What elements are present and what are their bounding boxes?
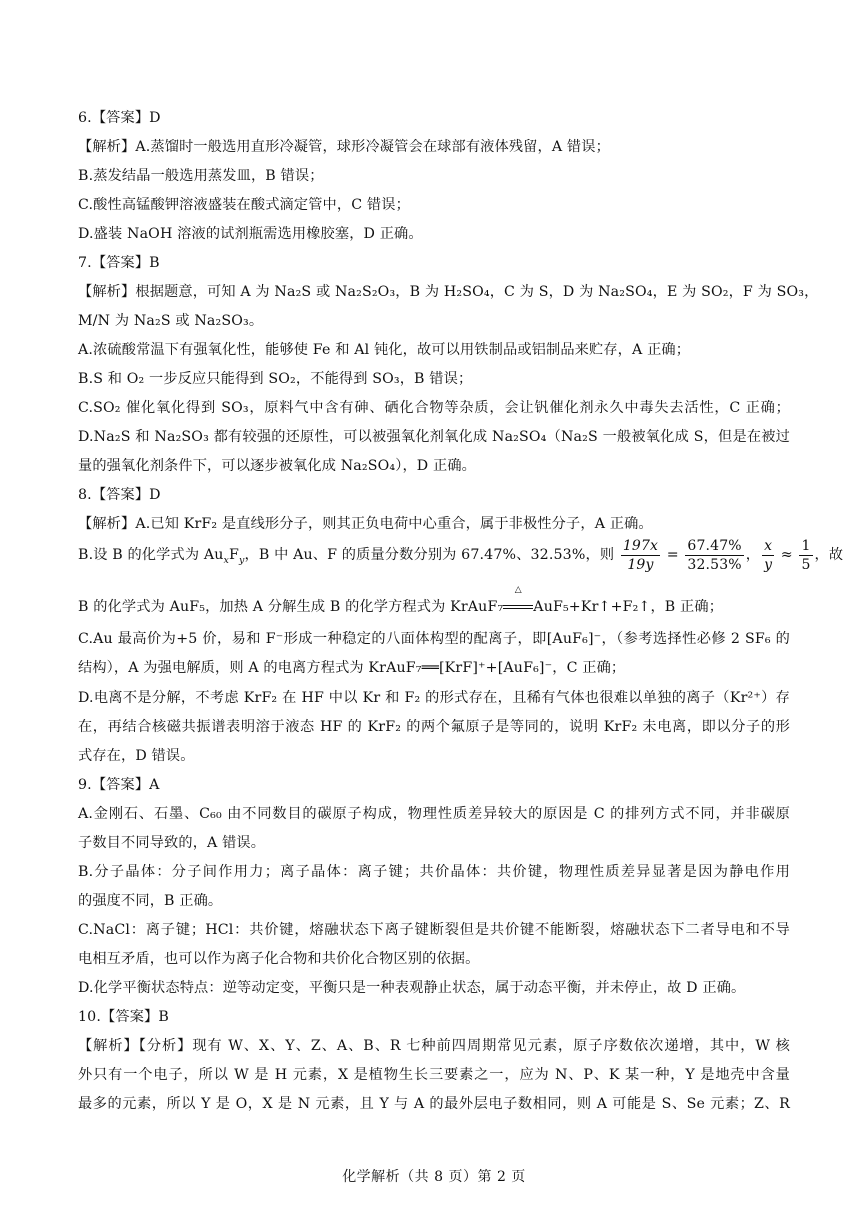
denominator: 5: [801, 556, 811, 573]
analysis-6-a: 【解析】A.蒸馏时一般选用直形冷凝管，球形冷凝管会在球部有液体残留，A 错误；: [78, 139, 610, 155]
analysis-10-line-3: 最多的元素，所以 Y 是 O，X 是 N 元素，且 Y 与 A 的最外层电子数相同，则 A 可能是 S、Se 元素；Z、R: [78, 1096, 790, 1112]
analysis-10-line-2: 外只有一个电子，所以 W 是 H 元素，X 是植物生长三要素之一，应为 N、P、K 某一种，Y 是地壳中含量: [78, 1067, 790, 1083]
analysis-6-b: B.蒸发结晶一般选用蒸发皿，B 错误；: [78, 168, 324, 184]
analysis-9-c-cont: 电相互矛盾，也可以作为离子化合物和共价化合物区别的依据。: [78, 951, 480, 967]
subscript-x: x: [223, 554, 230, 566]
analysis-9-a: A.金刚石、石墨、C₆₀ 由不同数目的碳原子构成，物理性质差异较大的原因是 C 的排列方式不同，并非碳原: [78, 806, 790, 822]
fraction-mass-ratio: [621, 537, 660, 574]
numerator: x: [762, 537, 774, 556]
denominator: 32.53%: [687, 556, 742, 573]
analysis-8-c-cont: 结构），A 为强电解质，则 A 的电离方程式为 KrAuF₇══[KrF]⁺+[AuF₆]⁻，C 正确；: [78, 660, 626, 676]
text: F: [229, 547, 240, 563]
numerator: 67.47%: [687, 537, 742, 554]
text: ，B 中 Au、F 的质量分数分别为 67.47%、32.53%，则: [244, 547, 615, 563]
denominator: y: [764, 556, 773, 573]
analysis-7-d-cont: 量的强氧化剂条件下，可以逐步被氧化成 Na₂SO₄），D 正确。: [78, 458, 477, 474]
analysis-7-d: D.Na₂S 和 Na₂SO₃ 都有较强的还原性，可以被强氧化剂氧化成 Na₂SO₄（Na₂S 一般被氧化成 S，但是在被过: [78, 429, 790, 445]
heat-condition-arrow: [503, 585, 533, 617]
answer-9-heading: 9.【答案】A: [78, 777, 160, 793]
analysis-8-a: 【解析】A.已知 KrF₂ 是直线形分子，则其正负电荷中心重合，属于非极性分子，A 正确。: [78, 516, 653, 532]
analysis-8-d-cont: 在，再结合核磁共振谱表明溶于液态 HF 的 KrF₂ 的两个氟原子是等同的，说明 KrF₂ 未电离，即以分子的形: [78, 719, 790, 735]
numerator: 1: [801, 537, 811, 554]
analysis-9-b: B.分子晶体：分子间作用力；离子晶体：离子键；共价晶体：共价键，物理性质差异显著是因为静电作用: [78, 864, 790, 880]
fraction-one-fifth: [799, 537, 812, 574]
approx-sign: ≈: [776, 547, 798, 563]
subscript-y: y: [239, 554, 245, 566]
page-footer: 化学解析（共 8 页）第 2 页: [342, 1169, 526, 1185]
answer-6-heading: 6.【答案】D: [78, 110, 161, 126]
analysis-7-b: B.S 和 O₂ 一步反应只能得到 SO₂，不能得到 SO₃，B 错误；: [78, 371, 473, 387]
answer-8-heading: 8.【答案】D: [78, 487, 161, 503]
analysis-9-d: D.化学平衡状态特点：逆等动定变，平衡只是一种表观静止状态，属于动态平衡，并未停止，故 D 正确。: [78, 980, 746, 996]
analysis-6-c: C.酸性高锰酸钾溶液盛装在酸式滴定管中，C 错误；: [78, 197, 410, 213]
comma: ，: [745, 547, 761, 563]
analysis-8-c: C.Au 最高价为+5 价，易和 F⁻形成一种稳定的八面体构型的配离子，即[AuF₆]⁻，（参考选择性必修 2 SF₆ 的: [78, 631, 790, 647]
analysis-8-d-end: 式存在，D 错误。: [78, 748, 195, 764]
analysis-9-a-cont: 子数目不同导致的，A 错误。: [78, 835, 266, 851]
text: AuF₅+Kr↑+F₂↑，B 正确；: [533, 599, 724, 615]
answer-7-heading: 7.【答案】B: [78, 255, 160, 271]
heat-triangle-icon: △: [514, 585, 522, 595]
equals-sign: =: [662, 547, 684, 563]
text: B.设 B 的化学式为 Au: [78, 547, 224, 563]
analysis-9-b-cont: 的强度不同，B 正确。: [78, 893, 223, 909]
fraction-percent: [685, 537, 743, 574]
analysis-8-b-equation: [78, 585, 724, 617]
analysis-9-c: C.NaCl：离子键；HCl：共价键，熔融状态下离子键断裂但是共价键不能断裂，熔融状态下二者导电和不导: [78, 922, 790, 938]
analysis-7-c: C.SO₂ 催化氧化得到 SO₃，原料气中含有砷、硒化合物等杂质，会让钒催化剂永久中毒失去活性，C 正确；: [78, 400, 790, 416]
fraction-x-over-y: [762, 537, 774, 574]
text: ，故: [814, 547, 844, 563]
analysis-7-intro-cont: M/N 为 Na₂S 或 Na₂SO₃。: [78, 313, 264, 329]
analysis-8-d: D.电离不是分解，不考虑 KrF₂ 在 HF 中以 Kr 和 F₂ 的形式存在，且稀有气体也很难以单独的离子（Kr²⁺）存: [78, 690, 790, 706]
denominator: 19y: [627, 556, 654, 573]
numerator: 197x: [622, 537, 659, 554]
answer-10-heading: 10.【答案】B: [78, 1009, 169, 1025]
analysis-10-line-1: 【解析】【分析】现有 W、X、Y、Z、A、B、R 七种前四周期常见元素，原子序数依次递增，其中，W 核: [78, 1038, 790, 1054]
analysis-7-a: A.浓硫酸常温下有强氧化性，能够使 Fe 和 Al 钝化，故可以用铁制品或铝制品来贮存，A 正确；: [78, 342, 691, 358]
analysis-6-d: D.盛装 NaOH 溶液的试剂瓶需选用橡胶塞，D 正确。: [78, 226, 423, 242]
text: B 的化学式为 AuF₅，加热 A 分解生成 B 的化学方程式为 KrAuF₇: [78, 599, 504, 615]
double-line-icon: [503, 605, 533, 609]
analysis-7-intro: 【解析】根据题意，可知 A 为 Na₂S 或 Na₂S₂O₃，B 为 H₂SO₄，C 为 S，D 为 Na₂SO₄，E 为 SO₂，F 为 SO₃，: [78, 284, 819, 300]
analysis-8-b-formula-line: [78, 536, 843, 574]
